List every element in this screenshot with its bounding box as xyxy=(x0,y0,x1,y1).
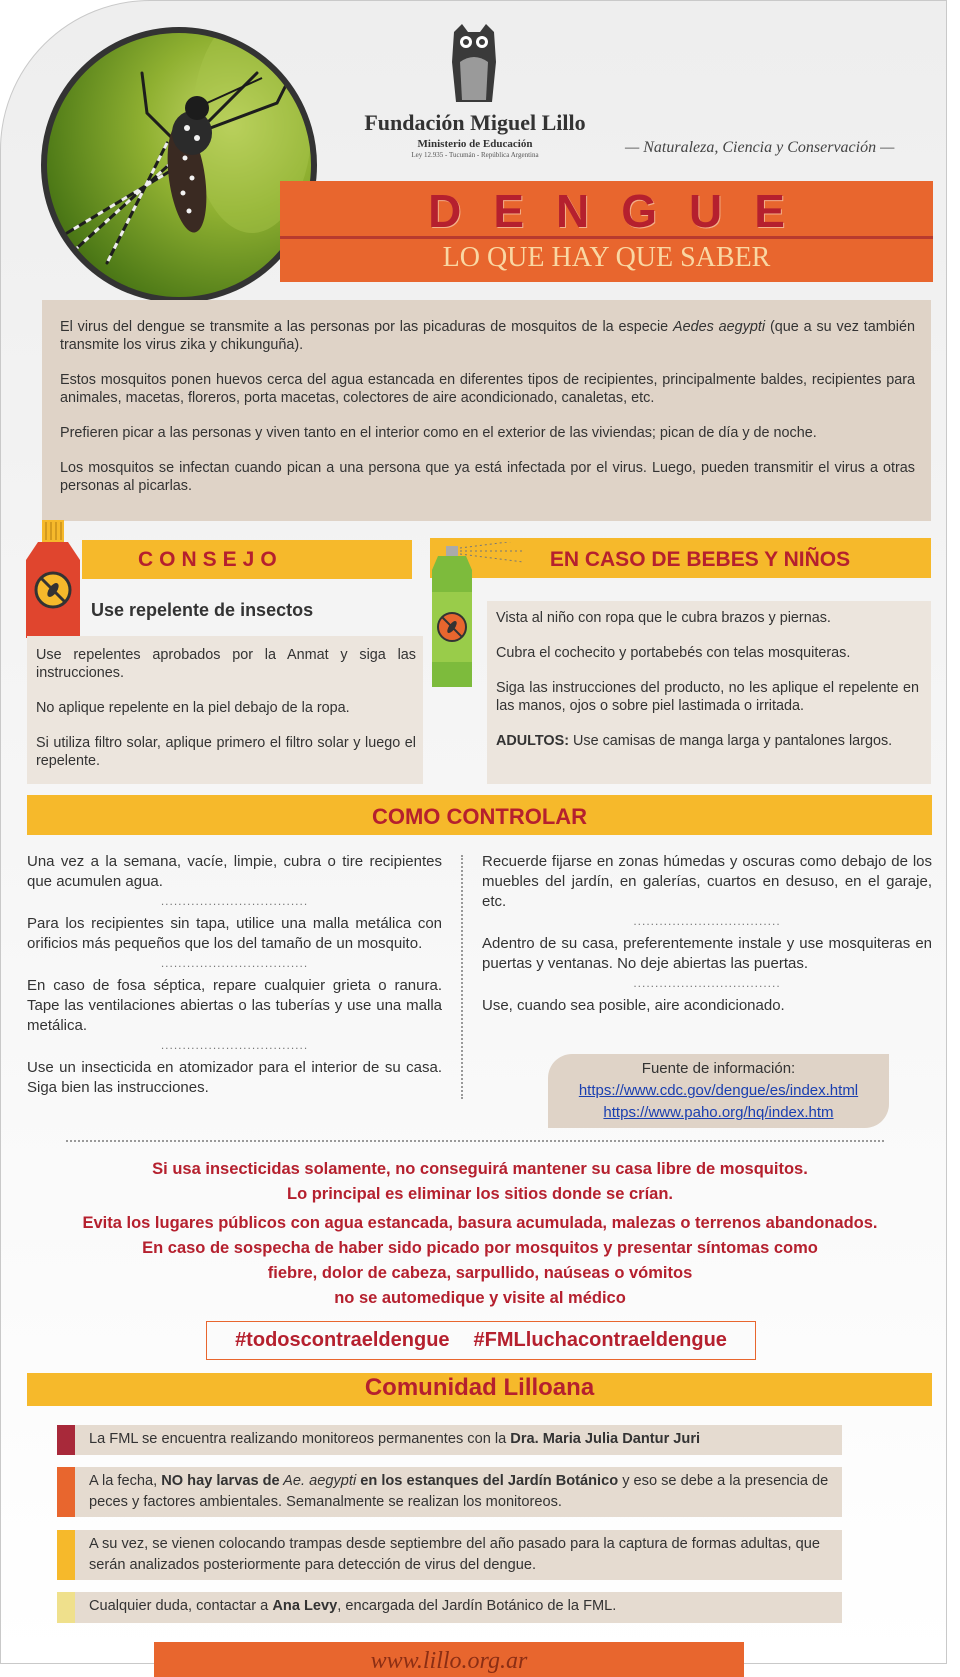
ministry-label: Ministerio de Educación xyxy=(417,138,533,150)
controlar-item: En caso de fosa séptica, repare cualquier grieta o ranura. Tape las ventilaciones abiertas o las tuberías y use una malla metálica. xyxy=(27,977,442,1034)
controlar-left-column xyxy=(27,852,442,1098)
hashtag[interactable]: #FMLluchacontraeldengue xyxy=(473,1329,727,1351)
intro-paragraph: Estos mosquitos ponen huevos cerca del agua estancada en diferentes tipos de recipientes, principalmente baldes, recipientes para animales, macetas, floreros, porta macetas, colectores de aire acondicionado, canaletas, etc. xyxy=(60,372,915,406)
repellent-heading: Use repelente de insectos xyxy=(91,600,314,620)
source-box xyxy=(548,1054,889,1128)
comunidad-item: La FML se encuentra realizando monitoreos permanentes con la Dra. Maria Julia Dantur Juri xyxy=(57,1425,842,1455)
page-subtitle: LO QUE HAY QUE SABER xyxy=(442,242,771,273)
bebes-box xyxy=(487,601,931,784)
paho-link[interactable]: https://www.paho.org/hq/index.htm xyxy=(603,1104,834,1121)
bebes-item: Cubra el cochecito y portabebés con telas mosquiteras. xyxy=(496,645,851,661)
organization-name: Fundación Miguel Lillo xyxy=(364,110,586,135)
consejo-item: Use repelentes aprobados por la Anmat y siga las instrucciones. xyxy=(36,647,416,681)
dotted-separator: .................................. xyxy=(633,976,781,990)
controlar-item: Use un insecticida en atomizador para el interior de su casa. Siga bien las instrucciones. xyxy=(27,1059,442,1096)
controlar-right-column xyxy=(482,852,932,1016)
dotted-separator: .................................. xyxy=(160,894,309,908)
page-title: DENGUE xyxy=(428,185,817,237)
item-marker xyxy=(57,1425,75,1455)
controlar-item: Adentro de su casa, preferentemente instale y use mosquiteras en puertas y ventanas. No deje abiertas las puertas. xyxy=(482,935,932,972)
controlar-item: Use, cuando sea posible, aire acondicionado. xyxy=(482,997,785,1014)
column-divider xyxy=(461,855,463,1099)
item-marker xyxy=(57,1530,75,1580)
dotted-separator: .................................. xyxy=(633,914,781,928)
mosquito-icon xyxy=(47,33,311,297)
controlar-item: Una vez a la semana, vacíe, limpie, cubra o tire recipientes que acumulen agua. xyxy=(27,853,442,890)
owl-logo xyxy=(446,22,502,104)
consejo-box xyxy=(27,636,423,784)
controlar-item: Recuerde fijarse en zonas húmedas y oscuras como debajo de los muebles del jardín, en galerías, cuartos en desuso, en el garaje, etc. xyxy=(482,853,932,910)
comunidad-title: Comunidad Lilloana xyxy=(364,1374,595,1401)
symptoms-warning: Evita los lugares públicos con agua estancada, basura acumulada, malezas o terrenos abandonados. En caso de sospecha de haber sido picado por mosquitos y presentar síntomas como fiebre, dolor de cabeza, sarpullido, naúseas o vómitos no se automedique y visite al médico xyxy=(82,1214,878,1307)
comunidad-item: Cualquier duda, contactar a Ana Levy, encargada del Jardín Botánico de la FML. xyxy=(57,1592,842,1623)
dotted-separator: .................................. xyxy=(160,956,309,970)
bebes-item: Vista al niño con ropa que le cubra brazos y piernas. xyxy=(496,610,831,626)
comunidad-item: A su vez, se vienen colocando trampas desde septiembre del año pasado para la captura de formas adultas, que serán analizados posteriormente para detección de virus del dengue. xyxy=(57,1530,842,1580)
hashtags-box xyxy=(206,1321,756,1360)
law-label: Ley 12.935 - Tucumán - República Argentina xyxy=(411,151,539,159)
cdc-link[interactable]: https://www.cdc.gov/dengue/es/index.html xyxy=(578,1082,859,1099)
item-marker xyxy=(57,1592,75,1623)
hashtag[interactable]: #todoscontraeldengue xyxy=(235,1329,450,1351)
item-marker xyxy=(57,1467,75,1517)
intro-paragraph: Prefieren picar a las personas y viven tanto en el interior como en el exterior de las viviendas; pican de día y de noche. xyxy=(60,425,817,441)
organization-block xyxy=(340,110,610,159)
motto: — Naturaleza, Ciencia y Conservación — xyxy=(625,139,895,156)
controlar-title: COMO CONTROLAR xyxy=(371,804,588,829)
dotted-separator: .................................. xyxy=(160,1038,309,1052)
comunidad-item: A la fecha, NO hay larvas de Ae. aegypti en los estanques del Jardín Botánico y eso se debe a la presencia de peces y factores ambientales. Semanalmente se realizan los monitoreos. xyxy=(57,1467,842,1517)
consejo-item: Si utiliza filtro solar, aplique primero el filtro solar y luego el repelente. xyxy=(36,735,416,769)
bebes-title: EN CASO DE BEBES Y NIÑOS xyxy=(549,548,851,571)
repellent-bottle-icon xyxy=(26,520,86,638)
consejo-item: No aplique repelente en la piel debajo de la ropa. xyxy=(36,700,350,716)
mosquito-photo xyxy=(41,27,317,303)
source-label: Fuente de información: xyxy=(641,1060,796,1077)
consejo-title: CONSEJO xyxy=(138,548,283,571)
controlar-item: Para los recipientes sin tapa, utilice una malla metálica con orificios más pequeños que los del tamaño de un mosquito. xyxy=(27,915,442,952)
intro-paragraph: El virus del dengue se transmite a las personas por las picaduras de mosquitos de la especie Aedes aegypti (que a su vez también transmite los virus zika y chikunguña). xyxy=(60,319,915,353)
intro-paragraph: Los mosquitos se infectan cuando pican a una persona que ya está infectada por el virus. Luego, pueden transmitir el virus a otras personas al picarlas. xyxy=(60,460,915,494)
insecticide-warning: Si usa insecticidas solamente, no conseguirá mantener su casa libre de mosquitos. Lo principal es eliminar los sitios donde se crían. xyxy=(152,1160,808,1203)
bebes-item: Siga las instrucciones del producto, no les aplique el repelente en las manos, ojos o sobre piel lastimada o irritada. xyxy=(496,680,919,714)
intro-box xyxy=(42,300,931,521)
adultos-item: ADULTOS: Use camisas de manga larga y pantalones largos. xyxy=(496,733,893,749)
dotted-divider xyxy=(66,1140,884,1142)
footer-url[interactable]: www.lillo.org.ar xyxy=(154,1642,744,1677)
